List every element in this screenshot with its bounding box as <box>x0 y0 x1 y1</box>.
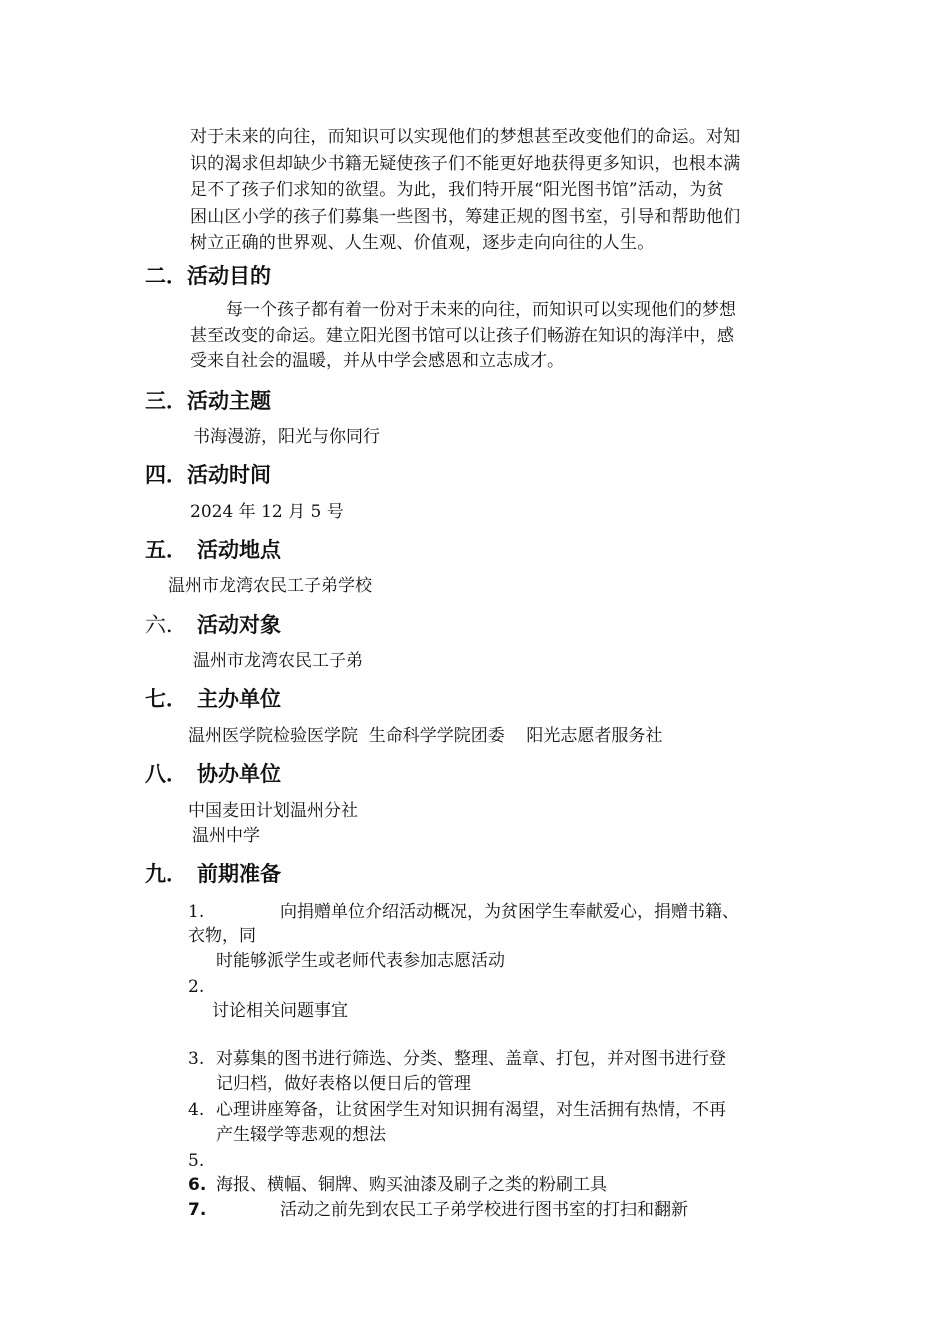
prep-item-number: 2. <box>188 977 205 997</box>
section-title: 主办单位 <box>197 687 281 711</box>
prep-item-text: 衣物，同 <box>188 926 256 946</box>
section-title: 活动时间 <box>187 463 271 487</box>
prep-item-text: 对募集的图书进行筛选、分类、整理、盖章、打包，并对图书进行登 <box>216 1049 726 1069</box>
prep-item-text: 产生辍学等悲观的想法 <box>216 1125 386 1145</box>
prep-item-text: 活动之前先到农民工子弟学校进行图书室的打扫和翻新 <box>280 1200 688 1220</box>
intro-line: 困山区小学的孩子们募集一些图书，筹建正规的图书室，引导和帮助他们 <box>190 206 741 227</box>
section-number: 四． <box>145 463 187 487</box>
section-title: 活动对象 <box>197 613 281 637</box>
purpose-line: 每一个孩子都有着一份对于未来的向往，而知识可以实现他们的梦想 <box>226 300 736 320</box>
prep-item-text: 时能够派学生或老师代表参加志愿活动 <box>216 951 505 971</box>
section-heading-theme <box>145 386 271 416</box>
prep-item-number: 4. <box>188 1100 205 1120</box>
section-title: 活动地点 <box>197 538 281 562</box>
purpose-line: 受来自社会的温暖，并从中学会感恩和立志成才。 <box>190 351 564 371</box>
target-text: 温州市龙湾农民工子弟 <box>193 651 363 671</box>
section-number: 三． <box>145 389 187 413</box>
section-title: 活动目的 <box>187 264 271 288</box>
prep-item-text: 讨论相关问题事宜 <box>212 1001 348 1021</box>
prep-item-number: 6. <box>188 1175 207 1195</box>
intro-paragraph <box>190 124 810 257</box>
section-heading-location <box>145 535 281 565</box>
section-heading-target <box>145 610 281 640</box>
section-number: 五． <box>145 538 187 562</box>
section-heading-organizer <box>145 684 281 714</box>
prep-item-text: 记归档，做好表格以便日后的管理 <box>216 1074 471 1094</box>
section-number: 六． <box>145 613 187 637</box>
purpose-paragraph <box>190 298 810 375</box>
prep-item-number: 5. <box>188 1151 205 1171</box>
organizer-text: 温州医学院检验医学院 生命科学学院团委 阳光志愿者服务社 <box>188 726 663 746</box>
prep-item-text: 向捐赠单位介绍活动概况，为贫困学生奉献爱心，捐赠书籍、 <box>280 902 739 922</box>
section-number: 九． <box>145 862 187 886</box>
intro-line: 树立正确的世界观、人生观、价值观，逐步走向向往的人生。 <box>190 233 655 253</box>
section-title: 活动主题 <box>187 389 271 413</box>
section-number: 八． <box>145 762 187 786</box>
section-heading-preparation <box>145 859 281 889</box>
purpose-line: 甚至改变的命运。建立阳光图书馆可以让孩子们畅游在知识的海洋中，感 <box>190 325 734 346</box>
section-heading-co-organizer <box>145 759 281 789</box>
time-text: 2024 年 12 月 5 号 <box>190 502 344 522</box>
prep-item-number: 3. <box>188 1049 205 1069</box>
location-text: 温州市龙湾农民工子弟学校 <box>168 576 372 596</box>
co-organizer-item: 中国麦田计划温州分社 <box>188 801 358 821</box>
section-title: 协办单位 <box>197 762 281 786</box>
intro-line: 足不了孩子们求知的欲望。为此，我们特开展“阳光图书馆”活动，为贫 <box>190 180 724 200</box>
section-title: 前期准备 <box>197 862 281 886</box>
prep-item-number: 7. <box>188 1200 207 1220</box>
prep-item-text: 海报、横幅、铜牌、购买油漆及刷子之类的粉刷工具 <box>216 1175 607 1195</box>
section-heading-purpose <box>145 261 271 291</box>
intro-line: 对于未来的向往，而知识可以实现他们的梦想甚至改变他们的命运。对知 <box>190 127 741 147</box>
prep-item-number: 1. <box>188 902 205 922</box>
prep-item-text: 心理讲座筹备，让贫困学生对知识拥有渴望，对生活拥有热情，不再 <box>216 1100 726 1120</box>
section-heading-time <box>145 460 271 490</box>
theme-text: 书海漫游，阳光与你同行 <box>193 427 380 447</box>
co-organizer-item: 温州中学 <box>192 826 260 846</box>
section-number: 七． <box>145 687 187 711</box>
section-number: 二． <box>145 264 187 288</box>
intro-line: 识的渴求但却缺少书籍无疑使孩子们不能更好地获得更多知识，也根本满 <box>190 153 741 174</box>
